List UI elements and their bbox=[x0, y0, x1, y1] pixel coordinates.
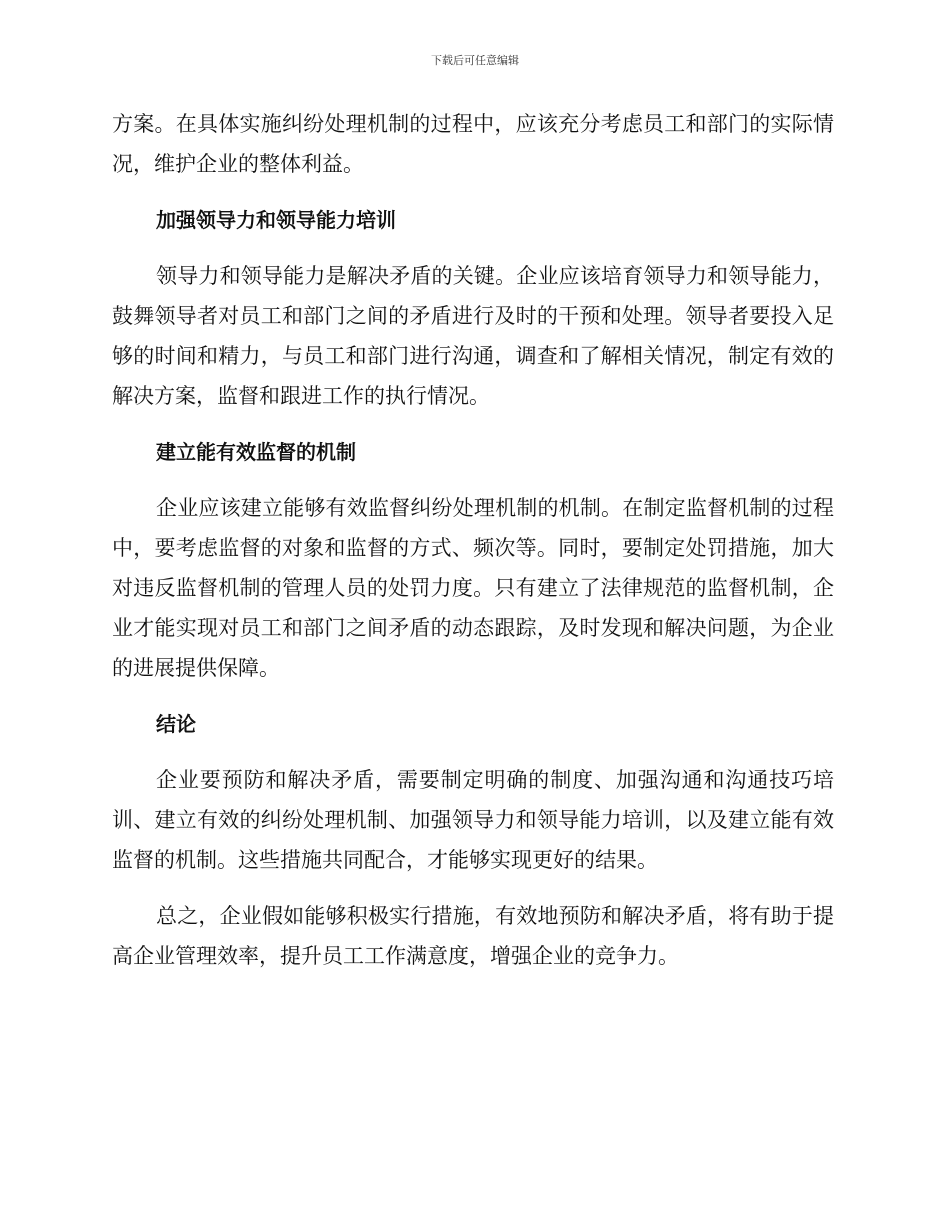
closing-paragraph: 总之，企业假如能够积极实行措施，有效地预防和解决矛盾，将有助于提高企业管理效率，提升员工工作满意度，增强企业的竞争力。 bbox=[112, 904, 834, 968]
document-body bbox=[112, 104, 834, 976]
section-paragraph: 企业应该建立能够有效监督纠纷处理机制的机制。在制定监督机制的过程中，要考虑监督的对象和监督的方式、频次等。同时，要制定处罚措施，加大对违反监督机制的管理人员的处罚力度。只有建立了法律规范的监督机制，企业才能实现对员工和部门之间矛盾的动态跟踪，及时发现和解决问题，为企业的进展提供保障。 bbox=[112, 496, 834, 680]
section-paragraph: 企业要预防和解决矛盾，需要制定明确的制度、加强沟通和沟通技巧培训、建立有效的纠纷处理机制、加强领导力和领导能力培训，以及建立能有效监督的机制。这些措施共同配合，才能够实现更好的结果。 bbox=[112, 768, 834, 872]
page-header: 下载后可任意编辑 bbox=[431, 54, 519, 67]
intro-paragraph: 方案。在具体实施纠纷处理机制的过程中，应该充分考虑员工和部门的实际情况，维护企业的整体利益。 bbox=[112, 112, 834, 176]
section-heading: 结论 bbox=[156, 712, 196, 736]
section-conclusion bbox=[112, 704, 834, 880]
section-heading: 建立能有效监督的机制 bbox=[156, 440, 356, 464]
section-leadership-training bbox=[112, 200, 834, 416]
section-paragraph: 领导力和领导能力是解决矛盾的关键。企业应该培育领导力和领导能力，鼓舞领导者对员工和部门之间的矛盾进行及时的干预和处理。领导者要投入足够的时间和精力，与员工和部门进行沟通，调查和了解相关情况，制定有效的解决方案，监督和跟进工作的执行情况。 bbox=[112, 264, 834, 408]
section-heading: 加强领导力和领导能力培训 bbox=[156, 208, 396, 232]
section-supervision-mechanism bbox=[112, 432, 834, 688]
